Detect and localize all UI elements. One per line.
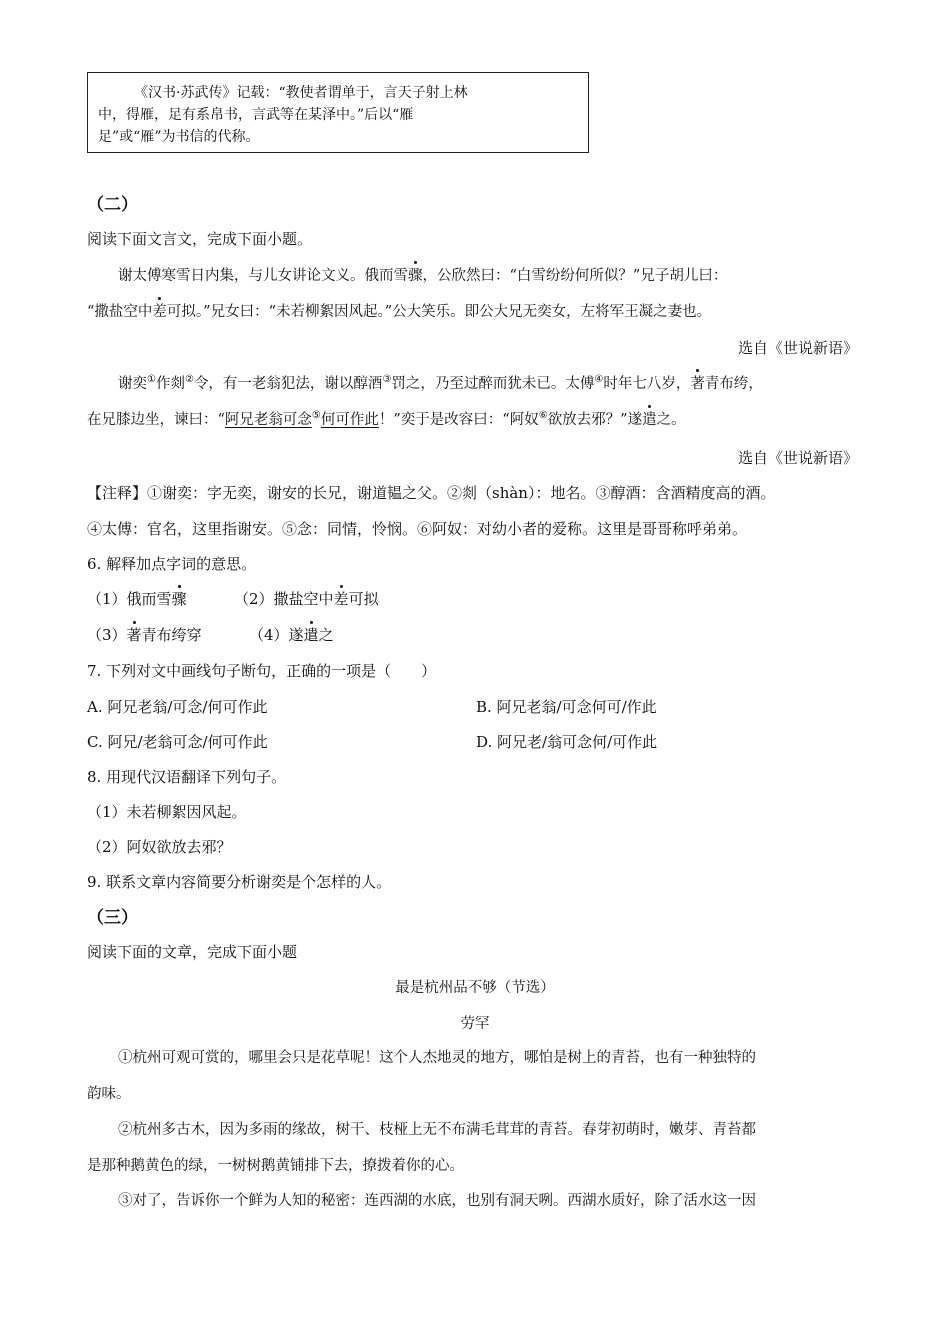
q6-item-2: （2）撒盐空中差可拟	[234, 590, 379, 608]
note-box	[87, 72, 589, 153]
passage-1-line-1: 谢太傅寒雪日内集，与儿女讲论文义。俄而雪骤，公欣然曰：“白雪纷纷何所似？”兄子胡儿曰：	[118, 264, 727, 285]
section-heading: （二）	[87, 195, 138, 215]
question-7: 7. 下列对文中画线句子断句，正确的一项是（ ）	[87, 662, 437, 680]
option-d[interactable]: D. 阿兄老/翁可念何/可作此	[476, 733, 658, 751]
article-paragraph-1-cont: 韵味。	[87, 1086, 131, 1102]
box-line-1: 《汉书·苏武传》记载：“教使者谓单于，言天子射上林	[134, 85, 468, 101]
option-b[interactable]: B. 阿兄老翁/可念何可/作此	[476, 698, 657, 716]
article-paragraph-2-cont: 是那种鹅黄色的绿，一树树鹅黄铺排下去，撩拨着你的心。	[87, 1158, 464, 1174]
underlined-sentence: 何可作此	[320, 412, 379, 428]
option-a[interactable]: A. 阿兄老翁/可念/何可作此	[87, 698, 268, 716]
passage-2-line-2: 在兄膝边坐，谏曰：“阿兄老翁可念⑤何可作此！”奕于是改容曰：“阿奴⑥欲放去邪？”遂遣之。	[87, 408, 686, 429]
box-line-2: 中，得雁，足有系帛书，言武等在某泽中。”后以“雁	[98, 107, 414, 123]
section-heading: （三）	[87, 908, 138, 928]
q8-item-2: （2）阿奴欲放去邪？	[87, 838, 232, 856]
dotted-char: 骤	[408, 264, 423, 285]
notes-line-2: ④太傅：官名，这里指谢安。⑤念：同情，怜悯。⑥阿奴：对幼小者的爱称。这里是哥哥称呼弟弟。	[87, 520, 748, 538]
passage-2-line-1: 谢奕①作剡②令，有一老翁犯法，谢以醇酒③罚之，乃至过醉而犹未已。太傅④时年七八岁，著青布绔，	[118, 372, 763, 393]
q8-item-1: （1）未若柳絮因风起。	[87, 803, 247, 821]
article-paragraph-3: ③对了，告诉你一个鲜为人知的秘密：连西湖的水底，也别有洞天咧。西湖水质好，除了活水这一因	[118, 1193, 756, 1209]
section-intro: 阅读下面文言文，完成下面小题。	[87, 230, 313, 248]
q6-item-4: （4）遂遣之	[249, 626, 334, 644]
article-title: 最是杭州品不够（节选）	[395, 980, 555, 996]
box-line-3: 足”或“雁”为书信的代称。	[98, 129, 260, 145]
article-paragraph-1: ①杭州可观可赏的，哪里会只是花草呢！这个人杰地灵的地方，哪怕是树上的青苔，也有一种独特的	[118, 1050, 756, 1066]
section-intro: 阅读下面的文章，完成下面小题	[87, 943, 298, 961]
article-paragraph-2: ②杭州多古木，因为多雨的缘故，树干、枝桠上无不布满毛茸茸的青苔。春芽初萌时，嫩芽、青苔都	[118, 1122, 756, 1138]
underlined-sentence: 阿兄老翁可念	[224, 412, 312, 428]
question-9: 9. 联系文章内容简要分析谢奕是个怎样的人。	[87, 873, 392, 891]
q6-item-3: （3）著青布绔穿	[87, 626, 202, 644]
source-citation: 选自《世说新语》	[737, 339, 858, 357]
question-6: 6. 解释加点字词的意思。	[87, 555, 257, 573]
dotted-char: 遣	[642, 408, 657, 429]
question-8: 8. 用现代汉语翻译下列句子。	[87, 768, 287, 786]
notes-line-1: 【注释】①谢奕：字无奕，谢安的长兄，谢道韫之父。②剡（shàn）：地名。③醇酒：含酒精度高的酒。	[87, 484, 776, 502]
dotted-char: 著	[690, 372, 705, 393]
article-author: 劳罕	[460, 1016, 490, 1032]
dotted-char: 差	[152, 300, 167, 321]
source-citation: 选自《世说新语》	[737, 449, 858, 467]
q6-item-1: （1）俄而雪骤	[87, 590, 187, 608]
option-c[interactable]: C. 阿兄/老翁可念/何可作此	[87, 733, 268, 751]
passage-1-line-2: “撒盐空中差可拟。”兄女曰：“未若柳絮因风起。”公大笑乐。即公大兄无奕女，左将军王凝之妻也。	[87, 300, 711, 321]
